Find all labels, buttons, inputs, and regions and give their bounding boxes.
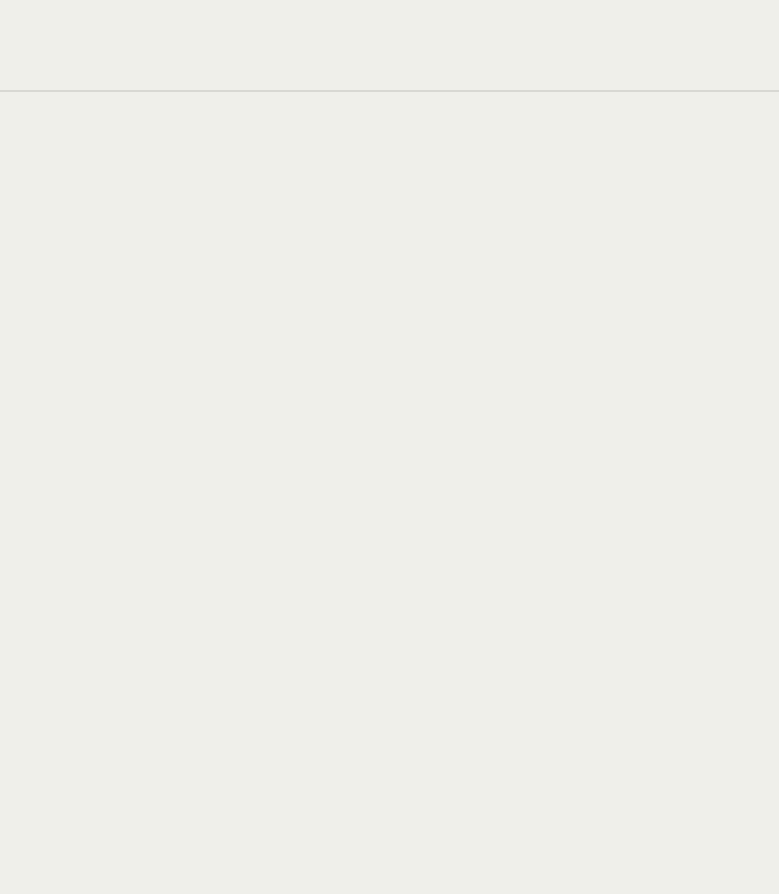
page-break bbox=[0, 90, 779, 92]
